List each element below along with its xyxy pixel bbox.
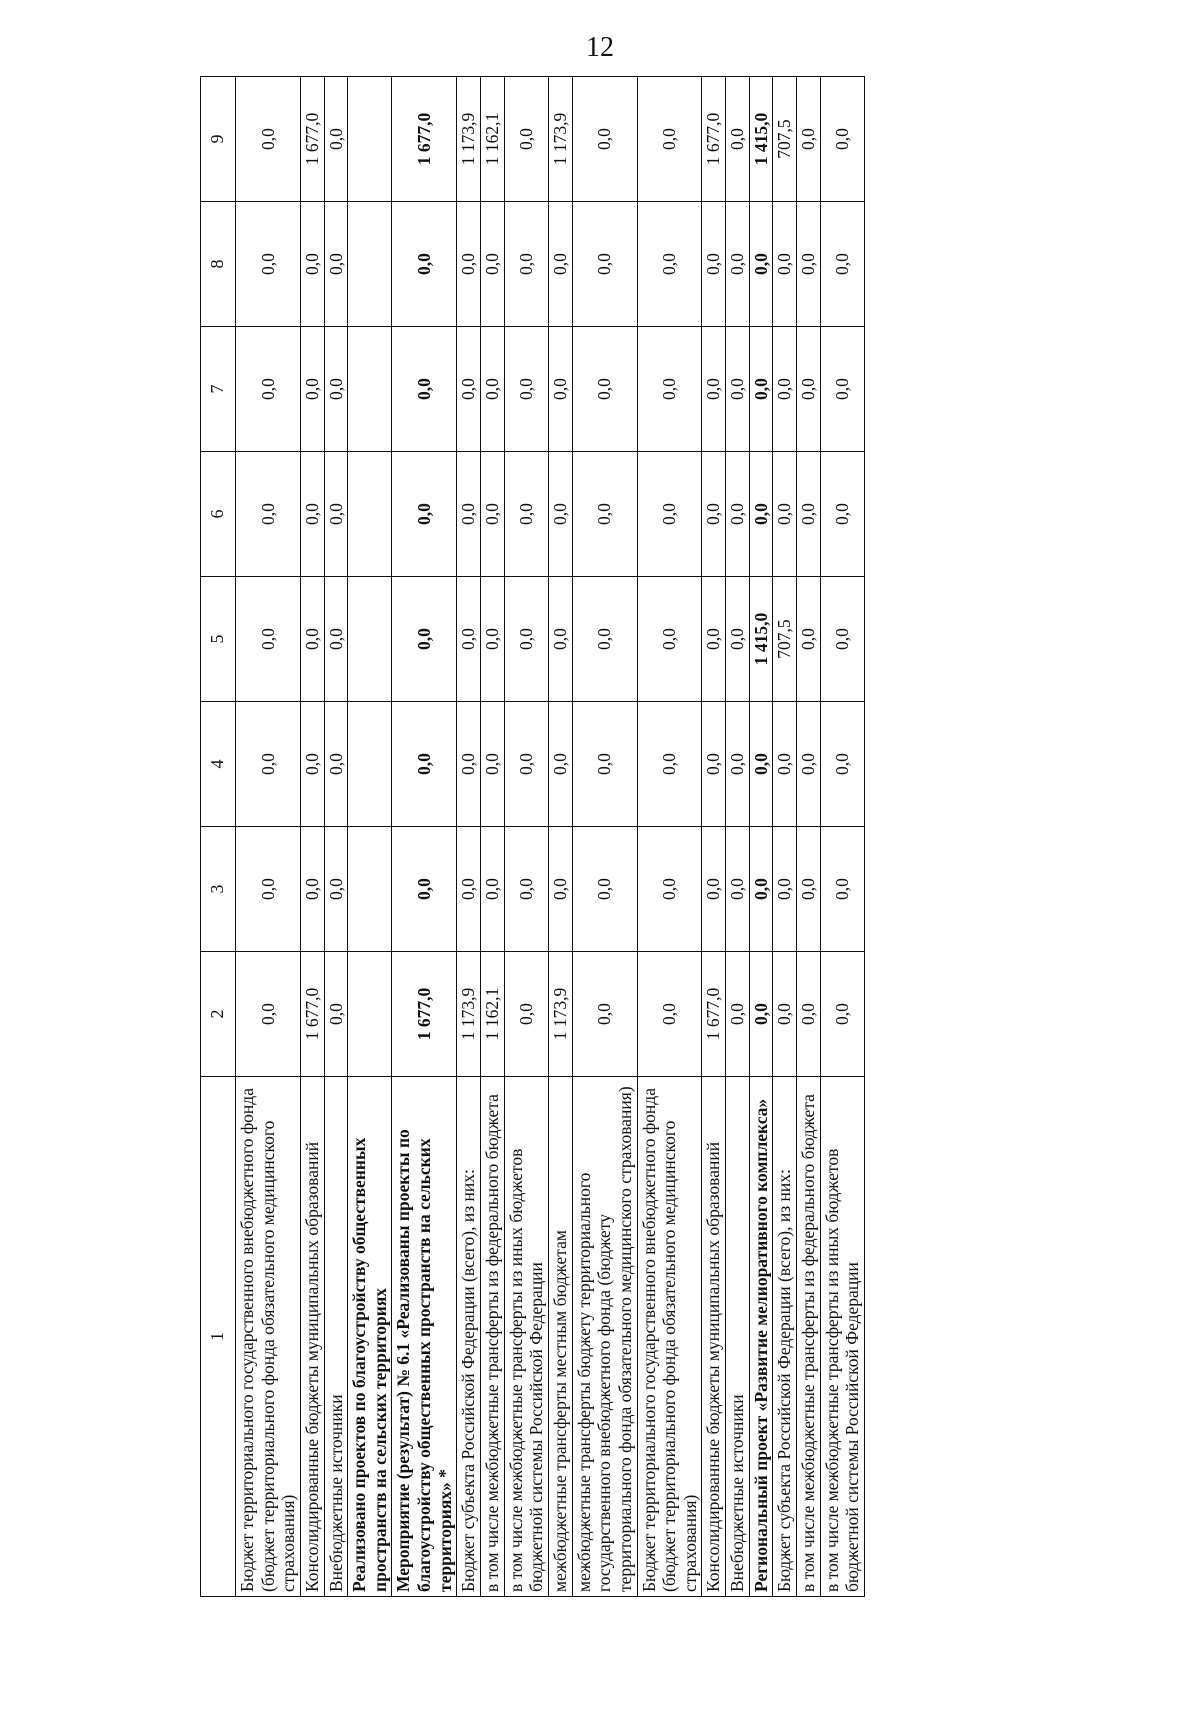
value-cell: 0,0 [726,202,750,327]
value-cell [348,577,392,702]
column-header: 1 [201,1077,236,1597]
column-header: 9 [201,77,236,202]
value-cell: 1 677,0 [702,77,726,202]
value-cell: 0,0 [300,452,324,577]
value-cell: 0,0 [572,952,637,1077]
page-number: 12 [586,32,614,63]
value-cell: 0,0 [726,952,750,1077]
value-cell: 0,0 [572,327,637,452]
table-row [637,77,702,1597]
value-cell [348,702,392,827]
row-label: Реализовано проектов по благоустройству общественных пространств на сельских территориях [348,1077,392,1597]
row-label: Бюджет территориального государственного внебюджетного фонда (бюджет территориального фонда обязательного медицинского страхования) [637,1077,702,1597]
table-row [749,77,773,1597]
value-cell: 0,0 [236,577,301,702]
value-cell: 0,0 [392,327,457,452]
value-cell: 707,5 [773,577,797,702]
row-label: Бюджет территориального государственного внебюджетного фонда (бюджет территориального фонда обязательного медицинского страхования) [236,1077,301,1597]
value-cell: 0,0 [392,577,457,702]
value-cell: 0,0 [504,77,548,202]
row-label: межбюджетные трансферты местным бюджетам [548,1077,572,1597]
value-cell: 0,0 [749,952,773,1077]
value-cell: 0,0 [749,327,773,452]
value-cell: 0,0 [236,327,301,452]
value-cell: 0,0 [749,827,773,952]
value-cell: 0,0 [797,827,821,952]
value-cell: 0,0 [773,202,797,327]
row-label: Внебюджетные источники [324,1077,348,1597]
table-row [726,77,750,1597]
value-cell: 0,0 [572,452,637,577]
value-cell: 0,0 [797,452,821,577]
row-label: Бюджет субъекта Российской Федерации (всего), из них: [773,1077,797,1597]
value-cell: 0,0 [504,577,548,702]
value-cell: 0,0 [637,827,702,952]
value-cell: 0,0 [504,327,548,452]
value-cell: 0,0 [637,577,702,702]
budget-table [200,76,865,1597]
column-header: 3 [201,827,236,952]
value-cell: 0,0 [797,202,821,327]
row-label: в том числе межбюджетные трансферты из федерального бюджета [481,1077,505,1597]
value-cell: 1 173,9 [548,952,572,1077]
value-cell: 0,0 [392,702,457,827]
row-label: в том числе межбюджетные трансферты из федерального бюджета [797,1077,821,1597]
column-header: 4 [201,702,236,827]
value-cell: 0,0 [726,702,750,827]
value-cell: 0,0 [637,327,702,452]
rotated-table-frame [200,77,1040,1597]
value-cell: 0,0 [324,202,348,327]
table-row [572,77,637,1597]
value-cell: 0,0 [504,952,548,1077]
value-cell: 707,5 [773,77,797,202]
value-cell: 0,0 [548,827,572,952]
value-cell: 0,0 [797,702,821,827]
value-cell: 0,0 [504,452,548,577]
value-cell: 0,0 [726,327,750,452]
value-cell: 0,0 [773,702,797,827]
value-cell: 0,0 [726,577,750,702]
value-cell: 0,0 [749,452,773,577]
table-row [773,77,797,1597]
column-header: 6 [201,452,236,577]
column-header: 2 [201,952,236,1077]
value-cell: 0,0 [797,577,821,702]
value-cell: 1 173,9 [548,77,572,202]
value-cell: 0,0 [481,452,505,577]
value-cell: 0,0 [324,827,348,952]
table-row [504,77,548,1597]
value-cell: 1 173,9 [457,77,481,202]
value-cell: 0,0 [702,577,726,702]
table-row [236,77,301,1597]
row-label: Бюджет субъекта Российской Федерации (всего), из них: [457,1077,481,1597]
value-cell: 0,0 [457,327,481,452]
value-cell: 0,0 [324,702,348,827]
value-cell: 0,0 [820,452,864,577]
table-row [392,77,457,1597]
row-label: Консолидированные бюджеты муниципальных образований [702,1077,726,1597]
value-cell: 1 415,0 [749,577,773,702]
header-row [201,77,236,1597]
value-cell: 0,0 [457,702,481,827]
row-label: Мероприятие (результат) № 6.1 «Реализованы проекты по благоустройству общественных пространств на сельских территориях» * [392,1077,457,1597]
value-cell: 0,0 [548,452,572,577]
value-cell [348,827,392,952]
value-cell: 0,0 [548,702,572,827]
value-cell [348,327,392,452]
value-cell: 0,0 [300,827,324,952]
row-label: Внебюджетные источники [726,1077,750,1597]
value-cell: 0,0 [504,202,548,327]
value-cell: 0,0 [481,327,505,452]
value-cell: 0,0 [300,202,324,327]
row-label: Консолидированные бюджеты муниципальных образований [300,1077,324,1597]
value-cell: 1 173,9 [457,952,481,1077]
table-row [457,77,481,1597]
value-cell: 0,0 [773,452,797,577]
table-row [820,77,864,1597]
value-cell: 0,0 [820,827,864,952]
value-cell: 0,0 [548,577,572,702]
value-cell: 0,0 [702,202,726,327]
value-cell: 0,0 [324,952,348,1077]
value-cell: 0,0 [749,202,773,327]
value-cell: 0,0 [797,77,821,202]
table-row [324,77,348,1597]
value-cell: 0,0 [457,827,481,952]
value-cell: 0,0 [504,827,548,952]
value-cell: 0,0 [572,577,637,702]
value-cell: 0,0 [820,202,864,327]
value-cell [348,202,392,327]
value-cell: 0,0 [481,202,505,327]
value-cell: 0,0 [820,77,864,202]
value-cell: 1 677,0 [392,952,457,1077]
value-cell: 0,0 [457,202,481,327]
table-row [548,77,572,1597]
value-cell: 0,0 [236,702,301,827]
value-cell: 0,0 [548,202,572,327]
value-cell: 1 162,1 [481,77,505,202]
value-cell: 0,0 [572,827,637,952]
value-cell: 0,0 [236,452,301,577]
value-cell: 0,0 [797,327,821,452]
value-cell: 0,0 [324,452,348,577]
value-cell: 0,0 [236,202,301,327]
value-cell: 0,0 [504,702,548,827]
value-cell: 0,0 [236,827,301,952]
table-row [797,77,821,1597]
value-cell [348,452,392,577]
rotated-table-content [200,77,1040,1597]
table-row [481,77,505,1597]
value-cell: 0,0 [820,952,864,1077]
row-label: в том числе межбюджетные трансферты из иных бюджетов бюджетной системы Российской Федерации [504,1077,548,1597]
value-cell: 0,0 [773,827,797,952]
table-row [702,77,726,1597]
value-cell: 0,0 [820,327,864,452]
value-cell: 0,0 [637,202,702,327]
value-cell: 0,0 [236,952,301,1077]
value-cell: 1 162,1 [481,952,505,1077]
value-cell: 0,0 [637,77,702,202]
row-label: межбюджетные трансферты бюджету территориального государственного внебюджетного фонда (бюджету территориального фонда обязательного медицинского страхования) [572,1077,637,1597]
value-cell: 0,0 [702,452,726,577]
table-body [236,77,865,1597]
value-cell: 0,0 [457,577,481,702]
value-cell: 0,0 [324,77,348,202]
value-cell: 1 677,0 [392,77,457,202]
table-row [348,77,392,1597]
value-cell: 1 677,0 [300,77,324,202]
value-cell: 0,0 [392,827,457,952]
value-cell: 0,0 [481,577,505,702]
value-cell: 0,0 [702,327,726,452]
value-cell: 0,0 [637,952,702,1077]
value-cell: 1 677,0 [300,952,324,1077]
value-cell: 0,0 [481,702,505,827]
value-cell [348,77,392,202]
value-cell: 0,0 [548,327,572,452]
table-row [300,77,324,1597]
value-cell: 0,0 [726,827,750,952]
column-header: 5 [201,577,236,702]
value-cell: 0,0 [300,577,324,702]
value-cell: 0,0 [773,327,797,452]
value-cell: 0,0 [392,202,457,327]
value-cell: 0,0 [637,702,702,827]
value-cell: 0,0 [392,452,457,577]
column-header: 8 [201,202,236,327]
value-cell: 0,0 [236,77,301,202]
value-cell: 0,0 [572,702,637,827]
value-cell: 0,0 [726,452,750,577]
value-cell: 0,0 [572,202,637,327]
value-cell: 0,0 [324,577,348,702]
value-cell: 0,0 [726,77,750,202]
value-cell: 0,0 [572,77,637,202]
value-cell: 0,0 [702,702,726,827]
value-cell: 0,0 [324,327,348,452]
column-header: 7 [201,327,236,452]
row-label: Региональный проект «Развитие мелиоративного комплекса» [749,1077,773,1597]
value-cell: 0,0 [773,952,797,1077]
value-cell: 1 415,0 [749,77,773,202]
value-cell: 0,0 [702,827,726,952]
value-cell: 0,0 [481,827,505,952]
value-cell: 0,0 [797,952,821,1077]
value-cell: 0,0 [820,577,864,702]
value-cell: 0,0 [820,702,864,827]
value-cell: 0,0 [637,452,702,577]
value-cell: 1 677,0 [702,952,726,1077]
row-label: в том числе межбюджетные трансферты из иных бюджетов бюджетной системы Российской Федерации [820,1077,864,1597]
value-cell: 0,0 [457,452,481,577]
value-cell: 0,0 [300,702,324,827]
value-cell [348,952,392,1077]
value-cell: 0,0 [749,702,773,827]
value-cell: 0,0 [300,327,324,452]
